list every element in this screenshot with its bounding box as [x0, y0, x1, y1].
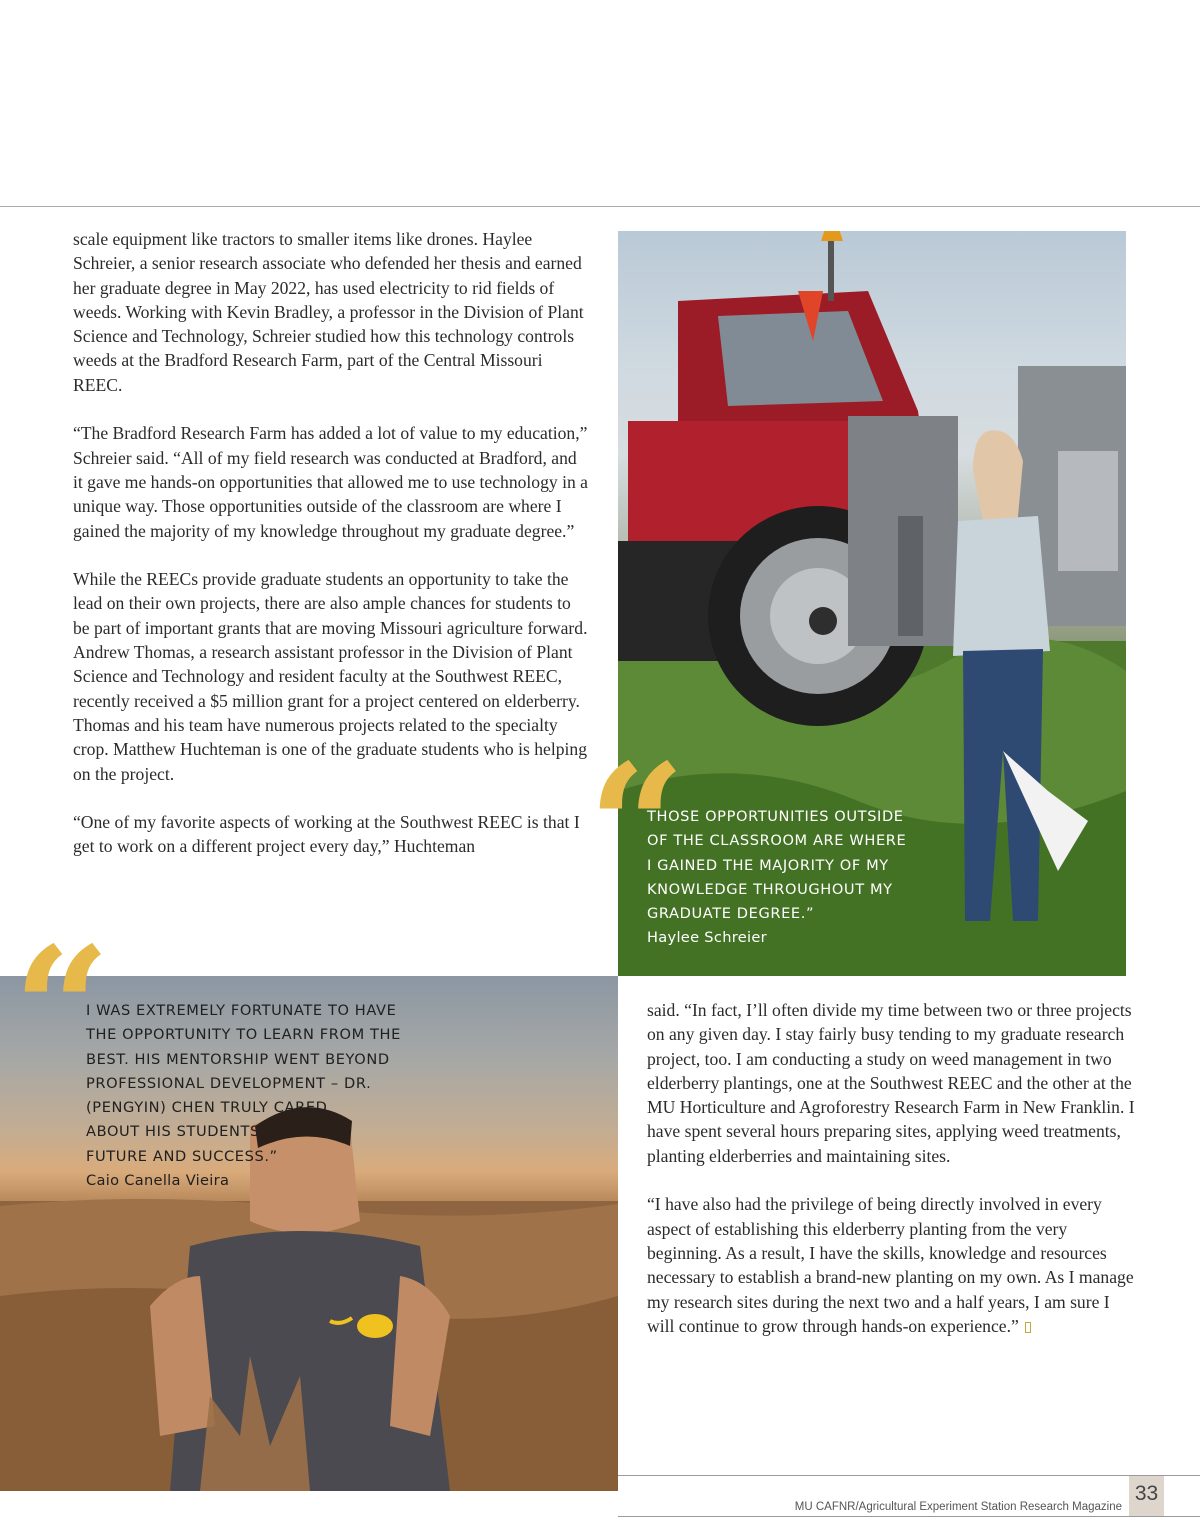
page-number: 33	[1134, 1482, 1159, 1505]
pull-quote-line: GRADUATE DEGREE.”	[647, 905, 815, 923]
pull-quote-haylee-schreier	[647, 805, 947, 951]
pull-quote-attribution: Haylee Schreier	[647, 929, 767, 947]
article-column-right	[647, 998, 1137, 1362]
paragraph: said. “In fact, I’ll often divide my time between two or three projects on any given day. I stay fairly busy tending to my graduate research project, too. I am conducting a study on weed management in two elderberry plantings, one at the Southwest REEC and the other at the MU Horticulture and Agroforestry Research Farm in New Franklin. I have spent several hours preparing sites, applying weed treatments, planting elderberries and maintaining sites.	[647, 1000, 1135, 1166]
paragraph: “The Bradford Research Farm has added a lot of value to my education,” Schreier said. “All of my field research was conducted at Bradford, and it gave me hands-on opportunities that allowed me to use technology in a unique way. Those opportunities outside of the classroom are where I gained the majority of my knowledge throughout my graduate degree.”	[73, 423, 588, 541]
pull-quote-line: FUTURE AND SUCCESS.”	[86, 1147, 278, 1165]
pull-quote-line: I WAS EXTREMELY FORTUNATE TO HAVE	[86, 1002, 397, 1019]
paragraph: “One of my favorite aspects of working at the Southwest REEC is that I get to work on a different project every day,” Huchteman	[73, 812, 580, 857]
paragraph-with-end-mark	[647, 1192, 1137, 1338]
pull-quote-line: OF THE CLASSROOM ARE WHERE	[647, 832, 907, 850]
pull-quote-line: BEST. HIS MENTORSHIP WENT BEYOND	[86, 1050, 390, 1068]
page-number-tab	[1129, 1476, 1164, 1516]
article-column-left	[73, 227, 588, 883]
footer-magazine-title: MU CAFNR/Agricultural Experiment Station Research Magazine	[794, 1501, 1122, 1513]
pull-quote-line: THOSE OPPORTUNITIES OUTSIDE	[647, 808, 904, 825]
end-of-article-icon	[1025, 1322, 1031, 1333]
pull-quote-line: ABOUT HIS STUDENTS’	[86, 1123, 266, 1141]
pull-quote-caio-canella-vieira	[86, 999, 456, 1193]
paragraph-text: “I have also had the privilege of being directly involved in every aspect of establishing this elderberry planting from the very beginning. As a result, I have the skills, knowledge and resources necessary to establish a brand-new planting on my own. As I manage my research sites during the next two and a half years, I am sure I will continue to grow through hands-on experience.”	[647, 1194, 1134, 1336]
pull-quote-line: KNOWLEDGE THROUGHOUT MY	[647, 880, 893, 898]
footer-rule-top	[618, 1475, 1200, 1476]
top-rule	[0, 206, 1200, 207]
paragraph: While the REECs provide graduate students an opportunity to take the lead on their own projects, there are also ample chances for students to be part of important grants that are moving Missouri agriculture forward. Andrew Thomas, a research assistant professor in the Division of Plant Science and Technology and resident faculty at the Southwest REEC, recently received a $5 million grant for a project centered on elderberry. Thomas and his team have numerous projects related to the specialty crop. Matthew Huchteman is one of the graduate students who is helping on the project.	[73, 569, 588, 784]
quote-mark-icon: “	[588, 727, 686, 927]
pull-quote-line: PROFESSIONAL DEVELOPMENT – DR.	[86, 1074, 372, 1092]
pull-quote-line: I GAINED THE MAJORITY OF MY	[647, 856, 889, 874]
pull-quote-attribution: Caio Canella Vieira	[86, 1172, 230, 1190]
pull-quote-line: THE OPPORTUNITY TO LEARN FROM THE	[86, 1026, 401, 1044]
pull-quote-line: (PENGYIN) CHEN TRULY CARED	[86, 1099, 328, 1117]
paragraph: scale equipment like tractors to smaller items like drones. Haylee Schreier, a senior research associate who defended her thesis and earned her graduate degree in May 2022, has used electricity to rid fields of weeds. Working with Kevin Bradley, a professor in the Division of Plant Science and Technology, Schreier studied how this technology controls weeds at the Bradford Research Farm, part of the Central Missouri REEC.	[73, 229, 584, 395]
quote-mark-icon: “	[13, 910, 111, 1110]
